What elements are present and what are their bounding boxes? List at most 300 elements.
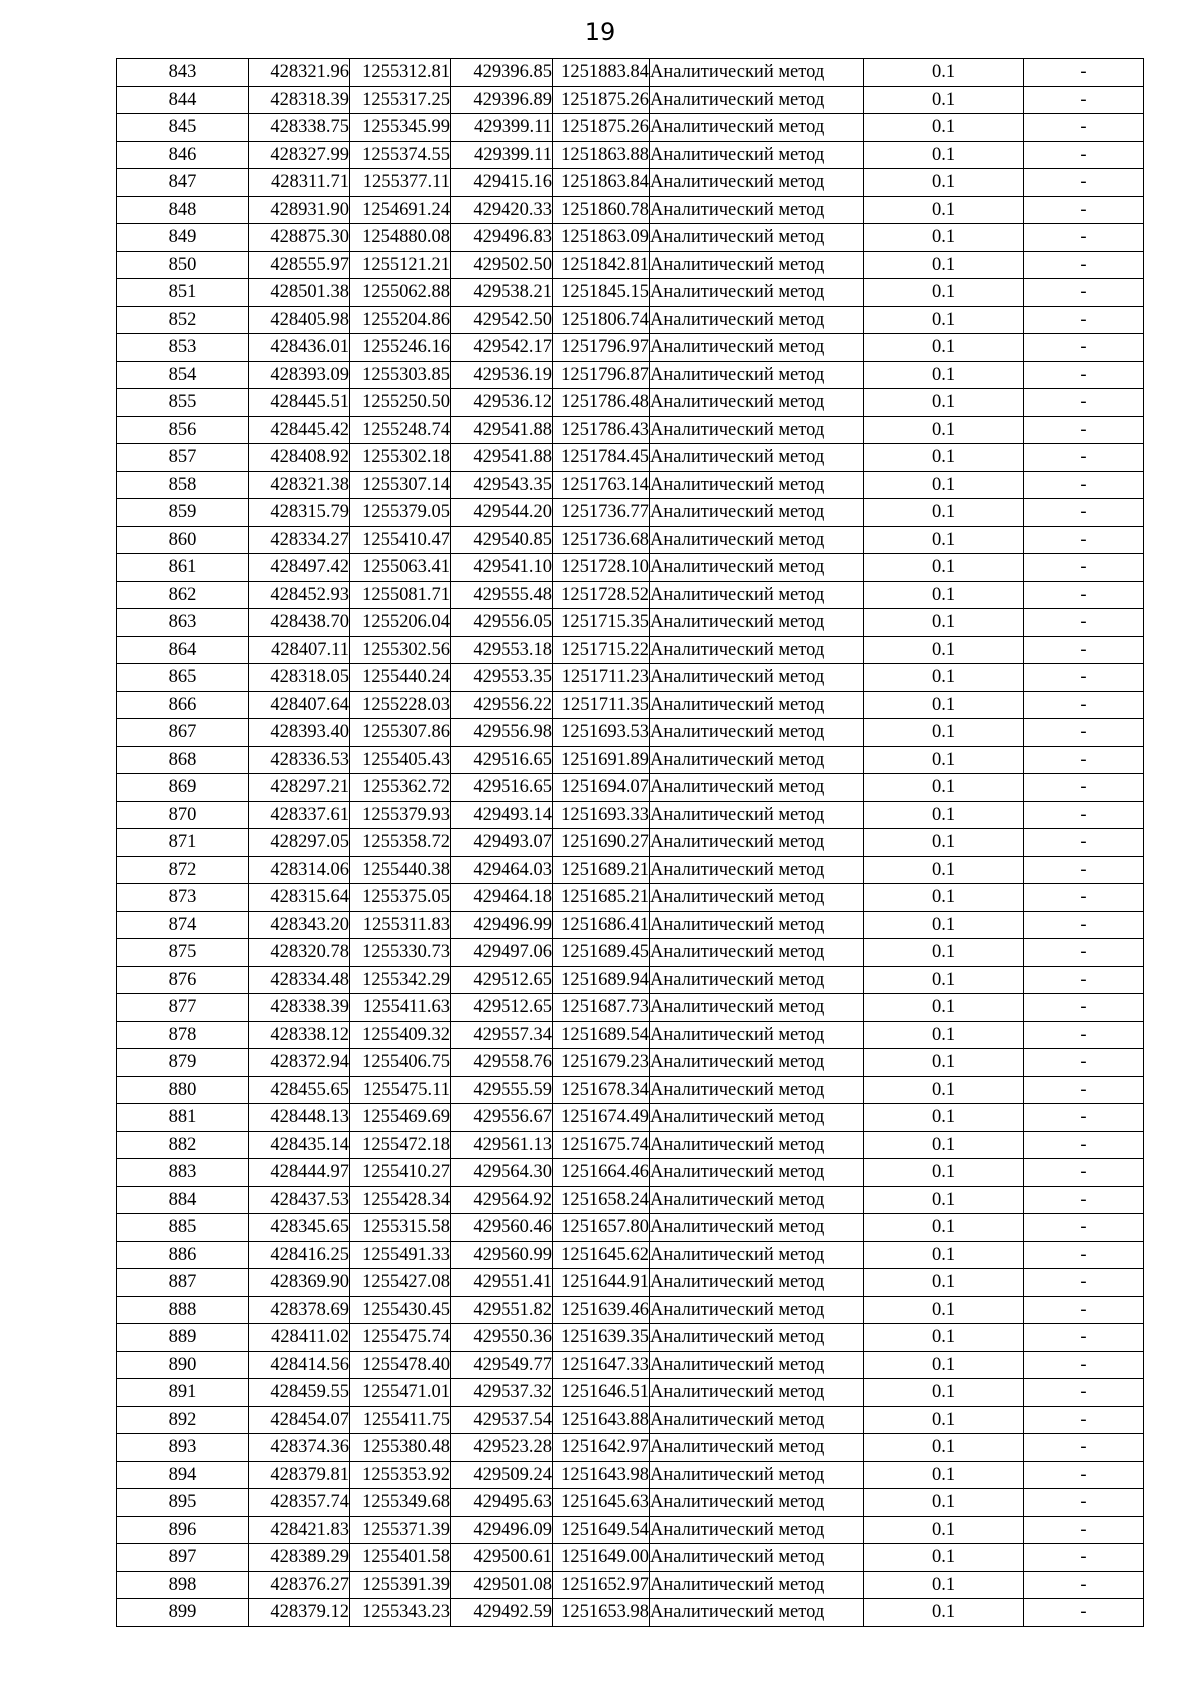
accuracy-cell: 0.1 (864, 416, 1024, 444)
note-cell: - (1024, 1049, 1144, 1077)
x2-cell: 429551.82 (451, 1296, 553, 1324)
y1-cell: 1255246.16 (350, 334, 451, 362)
table-row (117, 911, 1144, 939)
accuracy-cell: 0.1 (864, 1324, 1024, 1352)
point-number-cell: 875 (117, 939, 249, 967)
y2-cell: 1251875.26 (553, 86, 650, 114)
x2-cell: 429464.03 (451, 856, 553, 884)
accuracy-cell: 0.1 (864, 499, 1024, 527)
y2-cell: 1251643.98 (553, 1461, 650, 1489)
point-number-cell: 897 (117, 1544, 249, 1572)
point-number-cell: 885 (117, 1214, 249, 1242)
x1-cell: 428336.53 (249, 746, 350, 774)
x1-cell: 428875.30 (249, 224, 350, 252)
accuracy-cell: 0.1 (864, 1489, 1024, 1517)
accuracy-cell: 0.1 (864, 196, 1024, 224)
x2-cell: 429541.88 (451, 416, 553, 444)
x2-cell: 429492.59 (451, 1599, 553, 1627)
x1-cell: 428421.83 (249, 1516, 350, 1544)
y2-cell: 1251786.48 (553, 389, 650, 417)
method-cell: Аналитический метод (650, 499, 864, 527)
table-row (117, 196, 1144, 224)
y2-cell: 1251796.97 (553, 334, 650, 362)
method-cell: Аналитический метод (650, 609, 864, 637)
y1-cell: 1255330.73 (350, 939, 451, 967)
point-number-cell: 898 (117, 1571, 249, 1599)
y2-cell: 1251675.74 (553, 1131, 650, 1159)
x2-cell: 429512.65 (451, 966, 553, 994)
table-row (117, 1049, 1144, 1077)
note-cell: - (1024, 554, 1144, 582)
method-cell: Аналитический метод (650, 334, 864, 362)
table-row (117, 966, 1144, 994)
point-number-cell: 884 (117, 1186, 249, 1214)
accuracy-cell: 0.1 (864, 719, 1024, 747)
y2-cell: 1251842.81 (553, 251, 650, 279)
note-cell: - (1024, 1269, 1144, 1297)
y1-cell: 1255475.11 (350, 1076, 451, 1104)
point-number-cell: 879 (117, 1049, 249, 1077)
accuracy-cell: 0.1 (864, 1351, 1024, 1379)
y1-cell: 1255248.74 (350, 416, 451, 444)
table-row (117, 1186, 1144, 1214)
table-row (117, 141, 1144, 169)
x2-cell: 429512.65 (451, 994, 553, 1022)
y2-cell: 1251860.78 (553, 196, 650, 224)
point-number-cell: 874 (117, 911, 249, 939)
x2-cell: 429556.05 (451, 609, 553, 637)
accuracy-cell: 0.1 (864, 334, 1024, 362)
x2-cell: 429396.89 (451, 86, 553, 114)
y1-cell: 1255204.86 (350, 306, 451, 334)
method-cell: Аналитический метод (650, 471, 864, 499)
y2-cell: 1251644.91 (553, 1269, 650, 1297)
method-cell: Аналитический метод (650, 884, 864, 912)
method-cell: Аналитический метод (650, 416, 864, 444)
y2-cell: 1251728.52 (553, 581, 650, 609)
accuracy-cell: 0.1 (864, 526, 1024, 554)
x1-cell: 428321.38 (249, 471, 350, 499)
point-number-cell: 896 (117, 1516, 249, 1544)
note-cell: - (1024, 1571, 1144, 1599)
x1-cell: 428311.71 (249, 169, 350, 197)
x1-cell: 428444.97 (249, 1159, 350, 1187)
y1-cell: 1255081.71 (350, 581, 451, 609)
accuracy-cell: 0.1 (864, 1461, 1024, 1489)
y1-cell: 1255475.74 (350, 1324, 451, 1352)
point-number-cell: 848 (117, 196, 249, 224)
accuracy-cell: 0.1 (864, 1104, 1024, 1132)
accuracy-cell: 0.1 (864, 911, 1024, 939)
point-number-cell: 873 (117, 884, 249, 912)
accuracy-cell: 0.1 (864, 1131, 1024, 1159)
accuracy-cell: 0.1 (864, 856, 1024, 884)
note-cell: - (1024, 1186, 1144, 1214)
x2-cell: 429415.16 (451, 169, 553, 197)
y1-cell: 1255379.05 (350, 499, 451, 527)
method-cell: Аналитический метод (650, 86, 864, 114)
x2-cell: 429536.19 (451, 361, 553, 389)
method-cell: Аналитический метод (650, 279, 864, 307)
y2-cell: 1251863.84 (553, 169, 650, 197)
x2-cell: 429543.35 (451, 471, 553, 499)
x2-cell: 429556.98 (451, 719, 553, 747)
x1-cell: 428318.39 (249, 86, 350, 114)
y1-cell: 1255440.38 (350, 856, 451, 884)
point-number-cell: 851 (117, 279, 249, 307)
x1-cell: 428405.98 (249, 306, 350, 334)
note-cell: - (1024, 1599, 1144, 1627)
x1-cell: 428931.90 (249, 196, 350, 224)
x2-cell: 429561.13 (451, 1131, 553, 1159)
x1-cell: 428435.14 (249, 1131, 350, 1159)
x1-cell: 428315.79 (249, 499, 350, 527)
accuracy-cell: 0.1 (864, 114, 1024, 142)
y1-cell: 1255469.69 (350, 1104, 451, 1132)
x2-cell: 429553.35 (451, 664, 553, 692)
y1-cell: 1255121.21 (350, 251, 451, 279)
x1-cell: 428372.94 (249, 1049, 350, 1077)
note-cell: - (1024, 691, 1144, 719)
accuracy-cell: 0.1 (864, 471, 1024, 499)
method-cell: Аналитический метод (650, 1131, 864, 1159)
x2-cell: 429564.92 (451, 1186, 553, 1214)
page-number: 19 (584, 18, 616, 46)
table-row (117, 1296, 1144, 1324)
x2-cell: 429464.18 (451, 884, 553, 912)
x1-cell: 428337.61 (249, 801, 350, 829)
y2-cell: 1251736.77 (553, 499, 650, 527)
x1-cell: 428414.56 (249, 1351, 350, 1379)
point-number-cell: 868 (117, 746, 249, 774)
y1-cell: 1255471.01 (350, 1379, 451, 1407)
x1-cell: 428297.21 (249, 774, 350, 802)
note-cell: - (1024, 664, 1144, 692)
method-cell: Аналитический метод (650, 1104, 864, 1132)
y1-cell: 1255311.83 (350, 911, 451, 939)
x2-cell: 429493.07 (451, 829, 553, 857)
point-number-cell: 847 (117, 169, 249, 197)
y2-cell: 1251639.46 (553, 1296, 650, 1324)
y1-cell: 1255317.25 (350, 86, 451, 114)
table-row (117, 1599, 1144, 1627)
table-row (117, 279, 1144, 307)
note-cell: - (1024, 1104, 1144, 1132)
table-row (117, 664, 1144, 692)
table-row (117, 169, 1144, 197)
accuracy-cell: 0.1 (864, 1406, 1024, 1434)
x1-cell: 428393.40 (249, 719, 350, 747)
point-number-cell: 849 (117, 224, 249, 252)
y1-cell: 1255307.14 (350, 471, 451, 499)
table-row (117, 774, 1144, 802)
note-cell: - (1024, 1406, 1144, 1434)
y1-cell: 1255410.47 (350, 526, 451, 554)
table-row (117, 609, 1144, 637)
x1-cell: 428343.20 (249, 911, 350, 939)
note-cell: - (1024, 994, 1144, 1022)
y2-cell: 1251652.97 (553, 1571, 650, 1599)
y2-cell: 1251806.74 (553, 306, 650, 334)
method-cell: Аналитический метод (650, 994, 864, 1022)
x1-cell: 428445.42 (249, 416, 350, 444)
x2-cell: 429544.20 (451, 499, 553, 527)
note-cell: - (1024, 1241, 1144, 1269)
method-cell: Аналитический метод (650, 774, 864, 802)
x1-cell: 428379.12 (249, 1599, 350, 1627)
note-cell: - (1024, 114, 1144, 142)
table-row (117, 994, 1144, 1022)
point-number-cell: 857 (117, 444, 249, 472)
y2-cell: 1251736.68 (553, 526, 650, 554)
point-number-cell: 872 (117, 856, 249, 884)
x2-cell: 429509.24 (451, 1461, 553, 1489)
note-cell: - (1024, 939, 1144, 967)
y1-cell: 1255358.72 (350, 829, 451, 857)
table-row (117, 471, 1144, 499)
method-cell: Аналитический метод (650, 1571, 864, 1599)
point-number-cell: 888 (117, 1296, 249, 1324)
y2-cell: 1251649.00 (553, 1544, 650, 1572)
x1-cell: 428369.90 (249, 1269, 350, 1297)
table-row (117, 1241, 1144, 1269)
y2-cell: 1251845.15 (553, 279, 650, 307)
y1-cell: 1255315.58 (350, 1214, 451, 1242)
x2-cell: 429501.08 (451, 1571, 553, 1599)
note-cell: - (1024, 1379, 1144, 1407)
x1-cell: 428297.05 (249, 829, 350, 857)
x1-cell: 428393.09 (249, 361, 350, 389)
y1-cell: 1255472.18 (350, 1131, 451, 1159)
accuracy-cell: 0.1 (864, 994, 1024, 1022)
table-row (117, 114, 1144, 142)
y1-cell: 1255440.24 (350, 664, 451, 692)
note-cell: - (1024, 1351, 1144, 1379)
point-number-cell: 869 (117, 774, 249, 802)
x2-cell: 429564.30 (451, 1159, 553, 1187)
note-cell: - (1024, 334, 1144, 362)
method-cell: Аналитический метод (650, 664, 864, 692)
x2-cell: 429558.76 (451, 1049, 553, 1077)
y1-cell: 1255380.48 (350, 1434, 451, 1462)
point-number-cell: 855 (117, 389, 249, 417)
method-cell: Аналитический метод (650, 224, 864, 252)
accuracy-cell: 0.1 (864, 306, 1024, 334)
x2-cell: 429550.36 (451, 1324, 553, 1352)
y2-cell: 1251657.80 (553, 1214, 650, 1242)
y1-cell: 1255391.39 (350, 1571, 451, 1599)
x1-cell: 428338.12 (249, 1021, 350, 1049)
y1-cell: 1255303.85 (350, 361, 451, 389)
y1-cell: 1255411.75 (350, 1406, 451, 1434)
accuracy-cell: 0.1 (864, 389, 1024, 417)
x2-cell: 429420.33 (451, 196, 553, 224)
y2-cell: 1251689.45 (553, 939, 650, 967)
note-cell: - (1024, 911, 1144, 939)
x1-cell: 428334.27 (249, 526, 350, 554)
y2-cell: 1251645.62 (553, 1241, 650, 1269)
y1-cell: 1254691.24 (350, 196, 451, 224)
y2-cell: 1251643.88 (553, 1406, 650, 1434)
x1-cell: 428338.39 (249, 994, 350, 1022)
point-number-cell: 890 (117, 1351, 249, 1379)
table-row (117, 856, 1144, 884)
y2-cell: 1251863.09 (553, 224, 650, 252)
y1-cell: 1255411.63 (350, 994, 451, 1022)
y2-cell: 1251646.51 (553, 1379, 650, 1407)
x1-cell: 428407.11 (249, 636, 350, 664)
table-row (117, 1214, 1144, 1242)
accuracy-cell: 0.1 (864, 774, 1024, 802)
note-cell: - (1024, 1489, 1144, 1517)
table-row (117, 499, 1144, 527)
note-cell: - (1024, 609, 1144, 637)
point-number-cell: 878 (117, 1021, 249, 1049)
table-row (117, 1434, 1144, 1462)
table-row (117, 86, 1144, 114)
table-row (117, 554, 1144, 582)
point-number-cell: 883 (117, 1159, 249, 1187)
note-cell: - (1024, 856, 1144, 884)
method-cell: Аналитический метод (650, 554, 864, 582)
point-number-cell: 894 (117, 1461, 249, 1489)
y2-cell: 1251689.54 (553, 1021, 650, 1049)
point-number-cell: 880 (117, 1076, 249, 1104)
table-row (117, 1379, 1144, 1407)
x1-cell: 428408.92 (249, 444, 350, 472)
note-cell: - (1024, 499, 1144, 527)
method-cell: Аналитический метод (650, 306, 864, 334)
accuracy-cell: 0.1 (864, 581, 1024, 609)
accuracy-cell: 0.1 (864, 141, 1024, 169)
note-cell: - (1024, 636, 1144, 664)
x1-cell: 428452.93 (249, 581, 350, 609)
note-cell: - (1024, 526, 1144, 554)
y1-cell: 1255406.75 (350, 1049, 451, 1077)
note-cell: - (1024, 1324, 1144, 1352)
y2-cell: 1251674.49 (553, 1104, 650, 1132)
point-number-cell: 895 (117, 1489, 249, 1517)
x2-cell: 429551.41 (451, 1269, 553, 1297)
y1-cell: 1255343.23 (350, 1599, 451, 1627)
x1-cell: 428374.36 (249, 1434, 350, 1462)
accuracy-cell: 0.1 (864, 1434, 1024, 1462)
y1-cell: 1255342.29 (350, 966, 451, 994)
accuracy-cell: 0.1 (864, 1544, 1024, 1572)
table-row (117, 306, 1144, 334)
note-cell: - (1024, 1076, 1144, 1104)
x1-cell: 428320.78 (249, 939, 350, 967)
y1-cell: 1255371.39 (350, 1516, 451, 1544)
y2-cell: 1251686.41 (553, 911, 650, 939)
accuracy-cell: 0.1 (864, 279, 1024, 307)
method-cell: Аналитический метод (650, 719, 864, 747)
x1-cell: 428497.42 (249, 554, 350, 582)
table-row (117, 361, 1144, 389)
accuracy-cell: 0.1 (864, 169, 1024, 197)
y1-cell: 1255478.40 (350, 1351, 451, 1379)
table-row (117, 444, 1144, 472)
point-number-cell: 881 (117, 1104, 249, 1132)
x2-cell: 429495.63 (451, 1489, 553, 1517)
x2-cell: 429541.88 (451, 444, 553, 472)
x2-cell: 429540.85 (451, 526, 553, 554)
table-row (117, 829, 1144, 857)
y2-cell: 1251875.26 (553, 114, 650, 142)
point-number-cell: 852 (117, 306, 249, 334)
x1-cell: 428378.69 (249, 1296, 350, 1324)
table-row (117, 1461, 1144, 1489)
y2-cell: 1251649.54 (553, 1516, 650, 1544)
y2-cell: 1251678.34 (553, 1076, 650, 1104)
point-number-cell: 865 (117, 664, 249, 692)
point-number-cell: 867 (117, 719, 249, 747)
y2-cell: 1251690.27 (553, 829, 650, 857)
point-number-cell: 863 (117, 609, 249, 637)
y2-cell: 1251689.94 (553, 966, 650, 994)
y1-cell: 1255206.04 (350, 609, 451, 637)
accuracy-cell: 0.1 (864, 801, 1024, 829)
x2-cell: 429496.99 (451, 911, 553, 939)
x2-cell: 429556.22 (451, 691, 553, 719)
y1-cell: 1255375.05 (350, 884, 451, 912)
table-row (117, 939, 1144, 967)
x2-cell: 429556.67 (451, 1104, 553, 1132)
note-cell: - (1024, 801, 1144, 829)
note-cell: - (1024, 1296, 1144, 1324)
accuracy-cell: 0.1 (864, 1049, 1024, 1077)
method-cell: Аналитический метод (650, 251, 864, 279)
table-row (117, 1131, 1144, 1159)
x2-cell: 429536.12 (451, 389, 553, 417)
method-cell: Аналитический метод (650, 1489, 864, 1517)
method-cell: Аналитический метод (650, 939, 864, 967)
note-cell: - (1024, 224, 1144, 252)
point-number-cell: 850 (117, 251, 249, 279)
x2-cell: 429399.11 (451, 114, 553, 142)
point-number-cell: 854 (117, 361, 249, 389)
method-cell: Аналитический метод (650, 1269, 864, 1297)
x2-cell: 429502.50 (451, 251, 553, 279)
table-row (117, 1104, 1144, 1132)
y1-cell: 1255349.68 (350, 1489, 451, 1517)
method-cell: Аналитический метод (650, 114, 864, 142)
method-cell: Аналитический метод (650, 691, 864, 719)
y2-cell: 1251647.33 (553, 1351, 650, 1379)
note-cell: - (1024, 444, 1144, 472)
x1-cell: 428314.06 (249, 856, 350, 884)
table-row (117, 526, 1144, 554)
y2-cell: 1251685.21 (553, 884, 650, 912)
x2-cell: 429496.83 (451, 224, 553, 252)
x2-cell: 429560.99 (451, 1241, 553, 1269)
table-row (117, 1021, 1144, 1049)
note-cell: - (1024, 884, 1144, 912)
point-number-cell: 866 (117, 691, 249, 719)
x2-cell: 429557.34 (451, 1021, 553, 1049)
method-cell: Аналитический метод (650, 141, 864, 169)
note-cell: - (1024, 1434, 1144, 1462)
method-cell: Аналитический метод (650, 59, 864, 87)
point-number-cell: 893 (117, 1434, 249, 1462)
x2-cell: 429560.46 (451, 1214, 553, 1242)
point-number-cell: 877 (117, 994, 249, 1022)
y2-cell: 1251653.98 (553, 1599, 650, 1627)
x1-cell: 428357.74 (249, 1489, 350, 1517)
x2-cell: 429396.85 (451, 59, 553, 87)
y2-cell: 1251639.35 (553, 1324, 650, 1352)
x1-cell: 428407.64 (249, 691, 350, 719)
